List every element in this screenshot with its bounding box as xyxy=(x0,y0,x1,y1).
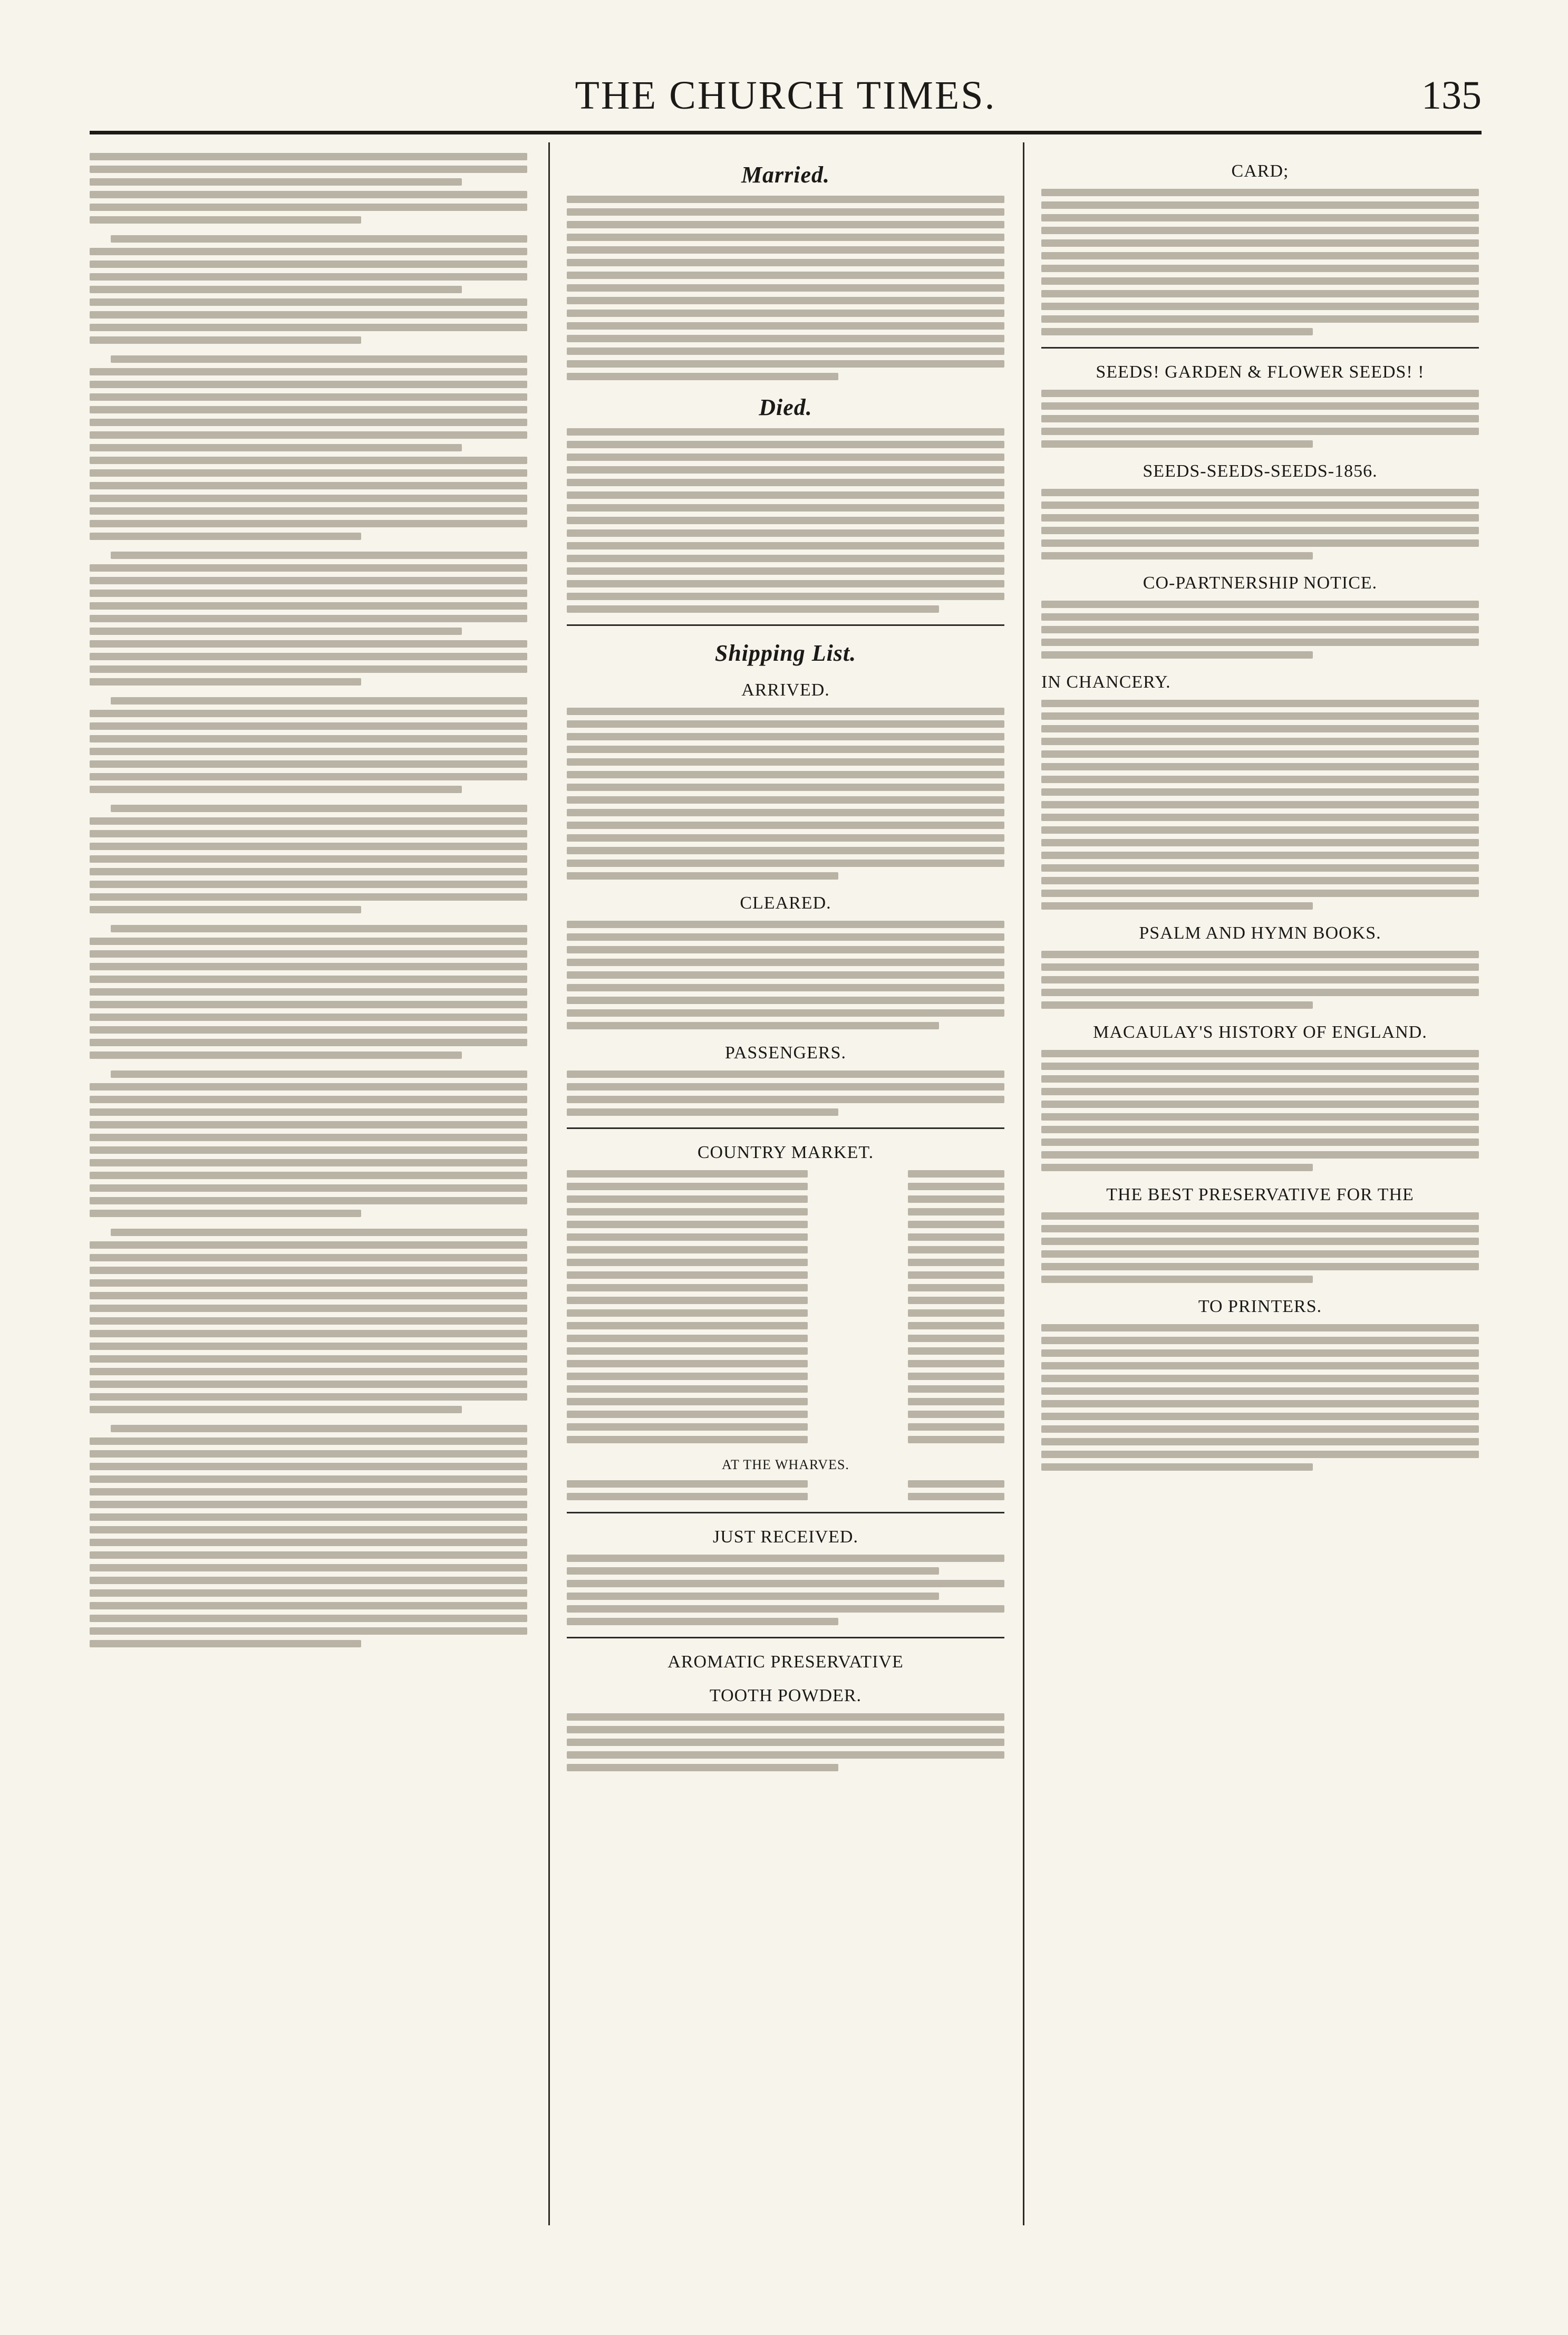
market-row xyxy=(567,1297,1004,1304)
marriages-heading: Married. xyxy=(741,162,830,188)
card-heading: CARD; xyxy=(1231,161,1289,181)
to-printers-ad xyxy=(1041,1324,1479,1471)
copartnership-notice xyxy=(1041,601,1479,659)
cleared-heading: CLEARED. xyxy=(740,893,831,913)
masthead-rule xyxy=(90,131,1482,134)
market-row xyxy=(567,1309,1004,1317)
section-rule xyxy=(567,1512,1004,1513)
passengers-list xyxy=(567,1070,1004,1116)
newspaper-title: THE CHURCH TIMES. xyxy=(575,73,996,118)
column-divider-2 xyxy=(1023,142,1024,2225)
just-received-list xyxy=(567,1555,1004,1625)
section-rule xyxy=(567,1127,1004,1129)
marriage-notices xyxy=(567,196,1004,380)
seeds-ad xyxy=(1041,390,1479,448)
in-chancery-heading: IN CHANCERY. xyxy=(1041,672,1171,692)
article-block xyxy=(90,235,527,344)
chancery-notice xyxy=(1041,700,1479,910)
middle-column xyxy=(567,148,1004,2225)
arrived-list xyxy=(567,708,1004,880)
wharves-heading: AT THE WHARVES. xyxy=(722,1457,849,1472)
market-row xyxy=(567,1322,1004,1329)
market-price-list xyxy=(567,1170,1004,1443)
section-rule xyxy=(1041,347,1479,349)
newspaper-page xyxy=(90,69,1482,2257)
tooth-powder-ad xyxy=(567,1713,1004,1771)
left-column xyxy=(90,148,527,2225)
school-notice xyxy=(1041,189,1479,335)
market-row xyxy=(567,1208,1004,1215)
market-row xyxy=(567,1436,1004,1443)
article-block xyxy=(90,153,527,224)
best-preservative-heading: THE BEST PRESERVATIVE FOR THE xyxy=(1106,1185,1414,1204)
seeds-heading: SEEDS! GARDEN & FLOWER SEEDS! ! xyxy=(1096,362,1425,382)
copartnership-heading: CO-PARTNERSHIP NOTICE. xyxy=(1143,573,1378,593)
death-notices xyxy=(567,428,1004,613)
passengers-heading: PASSENGERS. xyxy=(725,1043,846,1063)
seeds-1856-heading: SEEDS-SEEDS-SEEDS-1856. xyxy=(1143,461,1378,481)
article-block xyxy=(90,1070,527,1217)
market-row xyxy=(567,1360,1004,1367)
psalm-hymn-ad xyxy=(1041,951,1479,1009)
article-block xyxy=(90,925,527,1059)
article-block xyxy=(90,552,527,686)
market-row xyxy=(567,1493,1004,1500)
market-row xyxy=(567,1284,1004,1291)
arrived-heading: ARRIVED. xyxy=(741,680,830,700)
market-row xyxy=(567,1480,1004,1488)
psalm-hymn-heading: PSALM AND HYMN BOOKS. xyxy=(1139,923,1381,943)
article-block xyxy=(90,697,527,793)
shipping-list-heading: Shipping List. xyxy=(714,640,857,666)
macaulay-ad xyxy=(1041,1050,1479,1171)
article-block xyxy=(90,355,527,540)
market-row xyxy=(567,1170,1004,1178)
seeds-1856-ad xyxy=(1041,489,1479,559)
page-number: 135 xyxy=(1421,73,1482,118)
market-row xyxy=(567,1183,1004,1190)
article-block xyxy=(90,1229,527,1413)
market-row xyxy=(567,1411,1004,1418)
market-row xyxy=(567,1271,1004,1279)
masthead xyxy=(90,69,1482,127)
market-row xyxy=(567,1233,1004,1241)
article-block xyxy=(90,1425,527,1647)
market-row xyxy=(567,1373,1004,1380)
market-row xyxy=(567,1398,1004,1405)
market-row xyxy=(567,1246,1004,1253)
best-preservative-ad xyxy=(1041,1212,1479,1283)
just-received-heading: JUST RECEIVED. xyxy=(713,1527,858,1547)
macaulay-heading: MACAULAY'S HISTORY OF ENGLAND. xyxy=(1093,1022,1427,1042)
market-row xyxy=(567,1259,1004,1266)
right-column xyxy=(1041,148,1479,2225)
country-market-heading: COUNTRY MARKET. xyxy=(697,1143,874,1162)
article-block xyxy=(90,805,527,913)
wharves-price-list xyxy=(567,1480,1004,1500)
tooth-powder-heading: TOOTH POWDER. xyxy=(709,1686,862,1705)
aromatic-preservative-heading: AROMATIC PRESERVATIVE xyxy=(667,1652,904,1672)
market-row xyxy=(567,1385,1004,1393)
to-printers-heading: TO PRINTERS. xyxy=(1198,1297,1322,1316)
section-rule xyxy=(567,1637,1004,1638)
market-row xyxy=(567,1335,1004,1342)
section-rule xyxy=(567,624,1004,626)
market-row xyxy=(567,1347,1004,1355)
market-row xyxy=(567,1221,1004,1228)
cleared-list xyxy=(567,921,1004,1029)
column-divider-1 xyxy=(548,142,550,2225)
market-row xyxy=(567,1423,1004,1431)
deaths-heading: Died. xyxy=(759,394,812,420)
market-row xyxy=(567,1195,1004,1203)
